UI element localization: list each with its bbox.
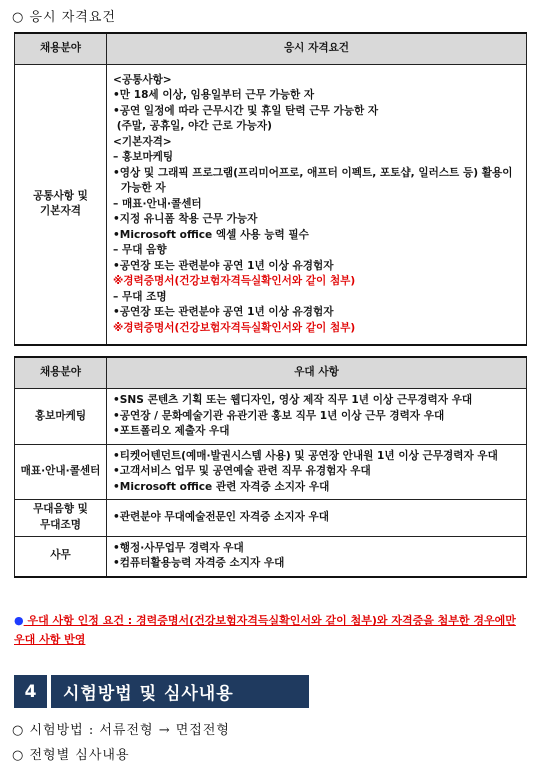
preference-cell bbox=[107, 389, 527, 445]
list-item: •포트폴리오 제출자 우대 bbox=[113, 425, 230, 437]
column-header-preference: 우대 사항 bbox=[107, 357, 527, 389]
category-marketing: 홍보마케팅 bbox=[15, 389, 107, 445]
note-text: 우대 사항 인정 요건 : 경력증명서(건강보험자격득실확인서와 같이 첨부)와 자격증을 첨부한 경우에만 우대 사항 반영 bbox=[14, 614, 516, 646]
preference-requirement-note bbox=[14, 611, 527, 649]
list-item: •공연장 또는 관련분야 공연 1년 이상 유경험자 bbox=[113, 259, 334, 272]
category-label: 무대음향 및 bbox=[33, 503, 88, 516]
list-item: – 무대 조명 bbox=[113, 290, 167, 303]
list-item: •SNS 콘텐츠 기획 또는 웹디자인, 영상 제작 직무 1년 이상 근무경력자 우대 bbox=[113, 394, 473, 406]
list-item: •고객서비스 업무 및 공연예술 관련 직무 유경험자 우대 bbox=[113, 465, 371, 477]
bullet-icon: ● bbox=[14, 614, 24, 627]
list-item: •행정·사무업무 경력자 우대 bbox=[113, 541, 244, 554]
table-header-row bbox=[15, 33, 527, 65]
table-row bbox=[15, 536, 527, 577]
category-label: 무대조명 bbox=[40, 518, 81, 531]
preference-table bbox=[14, 356, 527, 578]
table-row bbox=[15, 500, 527, 537]
table-header-row bbox=[15, 357, 527, 389]
list-item: •Microsoft office 엑셀 사용 능력 필수 bbox=[113, 228, 309, 241]
requirements-cell bbox=[107, 65, 527, 345]
section-4-header bbox=[14, 675, 309, 708]
category-stage bbox=[15, 500, 107, 537]
preference-cell bbox=[107, 500, 527, 537]
section-number: 4 bbox=[14, 675, 47, 708]
list-item: (주말, 공휴일, 야간 근로 가능자) bbox=[113, 120, 272, 132]
review-content-heading: ○ 전형별 심사내용 bbox=[12, 748, 130, 763]
list-item: •지정 유니폼 착용 근무 가능자 bbox=[113, 213, 258, 225]
column-header-field: 채용분야 bbox=[15, 33, 107, 65]
section-title: 시험방법 및 심사내용 bbox=[51, 675, 309, 708]
list-item: – 무대 음향 bbox=[113, 244, 167, 256]
category-label: 공통사항 및 bbox=[33, 189, 88, 202]
column-header-requirements: 응시 자격요건 bbox=[107, 33, 527, 65]
column-header-field: 채용분야 bbox=[15, 357, 107, 389]
list-item: •공연장 또는 관련분야 공연 1년 이상 유경험자 bbox=[113, 306, 334, 318]
list-item: •영상 및 그래픽 프로그램(프리미어프로, 애프터 이펙트, 포토샵, 일러스트 등) 활용이 가능한 자 bbox=[113, 166, 513, 194]
list-item: •관련분야 무대예술전문인 자격증 소지자 우대 bbox=[113, 511, 329, 523]
qualification-heading: ○ 응시 자격요건 bbox=[12, 10, 116, 25]
qualification-table bbox=[14, 32, 527, 346]
list-item: <공통사항> bbox=[113, 73, 172, 86]
exam-method-heading: ○ 시험방법 : 서류전형 → 면접전형 bbox=[12, 723, 230, 738]
list-item: •공연장 / 문화예술기관 유관기관 홍보 직무 1년 이상 근무 경력자 우대 bbox=[113, 409, 445, 422]
warning-text: ※경력증명서(건강보험자격득실확인서와 같이 첨부) bbox=[113, 321, 356, 334]
list-item: •공연 일정에 따라 근무시간 및 휴일 탄력 근무 가능한 자 bbox=[113, 104, 379, 117]
table-row bbox=[15, 444, 527, 500]
table-row bbox=[15, 389, 527, 445]
preference-cell bbox=[107, 444, 527, 500]
list-item: – 홍보마케팅 bbox=[113, 151, 174, 163]
list-item: – 매표·안내·콜센터 bbox=[113, 197, 202, 210]
list-item: •티켓어텐던트(예매·발권시스템 사용) 및 공연장 안내원 1년 이상 근무경력자 우대 bbox=[113, 449, 498, 462]
table-row bbox=[15, 65, 527, 345]
list-item: <기본자격> bbox=[113, 135, 172, 148]
preference-cell bbox=[107, 536, 527, 577]
category-common-basic bbox=[15, 65, 107, 345]
category-office: 사무 bbox=[15, 536, 107, 577]
category-label: 기본자격 bbox=[40, 205, 81, 218]
list-item: •Microsoft office 관련 자격증 소지자 우대 bbox=[113, 480, 330, 493]
warning-text: ※경력증명서(건강보험자격득실확인서와 같이 첨부) bbox=[113, 275, 356, 287]
list-item: •만 18세 이상, 임용일부터 근무 가능한 자 bbox=[113, 89, 315, 101]
list-item: •컴퓨터활용능력 자격증 소지자 우대 bbox=[113, 557, 285, 569]
category-ticket-callcenter: 매표·안내·콜센터 bbox=[15, 444, 107, 500]
